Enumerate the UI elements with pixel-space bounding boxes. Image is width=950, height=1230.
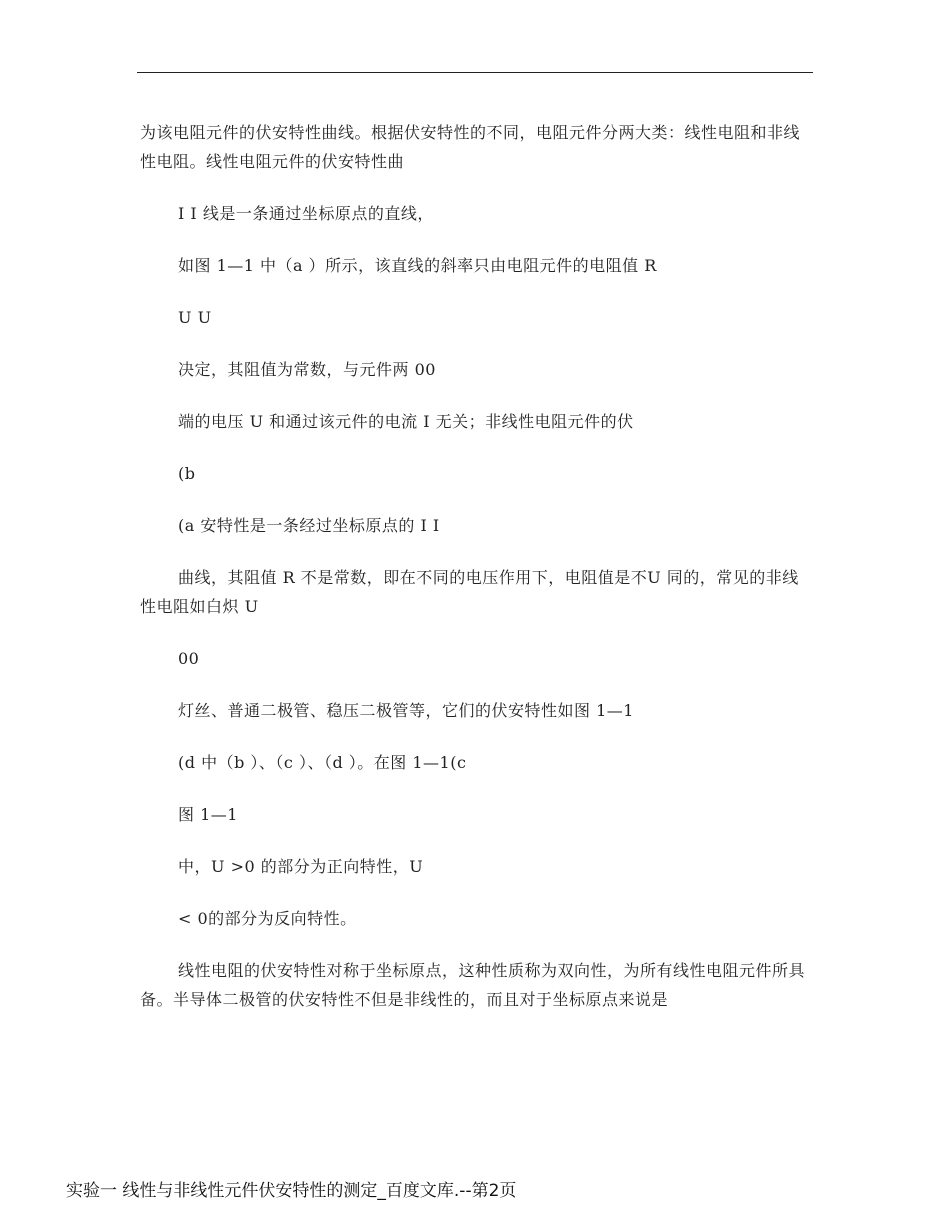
paragraph: 线性电阻的伏安特性对称于坐标原点，这种性质称为双向性，为所有线性电阻元件所具备。半导体二极管的伏安特性不但是非线性的，而且对于坐标原点来说是 (140, 961, 806, 1009)
paragraph: 图 1—1 (178, 805, 238, 824)
paragraph: (b (178, 464, 196, 483)
paragraph: 中，U >0 的部分为正向特性，U (178, 857, 424, 876)
paragraph: 为该电阻元件的伏安特性曲线。根据伏安特性的不同，电阻元件分两大类：线性电阻和非线性电阻。线性电阻元件的伏安特性曲 (140, 123, 801, 171)
paragraph: 端的电压 U 和通过该元件的电流 I 无关；非线性电阻元件的伏 (178, 412, 634, 431)
paragraph: < 0的部分为反向特性。 (178, 909, 357, 928)
paragraph: 如图 1—1 中（a ）所示，该直线的斜率只由电阻元件的电阻值 R (178, 256, 657, 275)
paragraph: 决定，其阻值为常数，与元件两 00 (178, 360, 436, 379)
paragraph: (a 安特性是一条经过坐标原点的 I I (178, 516, 440, 535)
paragraph: U U (178, 308, 212, 327)
paragraph: I I 线是一条通过坐标原点的直线， (178, 204, 434, 223)
header-rule (137, 72, 813, 73)
page-footer: 实验一 线性与非线性元件伏安特性的测定_百度文库.--第2页 (66, 1181, 517, 1201)
paragraph: 曲线，其阻值 R 不是常数，即在不同的电压作用下，电阻值是不U 同的，常见的非线性电阻如白炽 U (140, 568, 799, 616)
paragraph: (d 中（b ）、（c ）、（d ）。在图 1—1(c (178, 753, 467, 772)
paragraph: 灯丝、普通二极管、稳压二极管等，它们的伏安特性如图 1—1 (178, 701, 634, 720)
document-body (140, 118, 812, 1014)
paragraph: 00 (178, 649, 200, 668)
